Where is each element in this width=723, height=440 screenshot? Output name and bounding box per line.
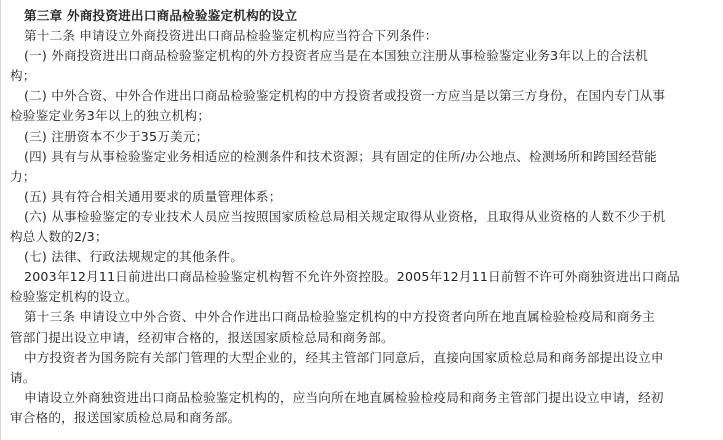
clause-2-line-1: (二) 中外合资、中外合作进出口商品检验鉴定机构的中方投资者或投资一方应当是以第三方身份，在国内专门从事 — [24, 88, 666, 104]
article-13-line-2: 管部门提出设立申请，经初审合格的，报送国家质检总局和商务部。 — [10, 329, 394, 345]
clause-2-line-2: 检验鉴定业务3年以上的独立机构； — [10, 108, 211, 124]
article-12-intro: 第十二条 申请设立外商投资进出口商品检验鉴定机构应当符合下列条件： — [24, 28, 438, 44]
clause-3: (三) 注册资本不少于35万美元； — [24, 128, 209, 144]
article-13-line-1: 第十三条 申请设立中外合资、中外合作进出口商品检验鉴定机构的中方投资者向所在地直属检验检疫局和商务主 — [24, 309, 656, 325]
clause-1-line-1: (一) 外商投资进出口商品检验鉴定机构的外方投资者应当是在本国独立注册从事检验鉴定业务3年以上的合法机 — [24, 48, 648, 64]
foreign-holding-note-line-2: 检验鉴定机构的设立。 — [10, 289, 138, 305]
clause-7: (七) 法律、行政法规规定的其他条件。 — [24, 249, 244, 265]
wholly-foreign-para-line-2: 审合格的，报送国家质检总局和商务部。 — [10, 409, 241, 425]
chinese-investor-para-line-1: 中方投资者为国务院有关部门管理的大型企业的，经其主管部门同意后，直接向国家质检总局和商务部提出设立申 — [24, 349, 664, 365]
clause-6-line-1: (六) 从事检验鉴定的专业技术人员应当按照国家质检总局相关规定取得从业资格，且取得从业资格的人数不少于机 — [24, 208, 666, 224]
wholly-foreign-para-line-1: 申请设立外商独资进出口商品检验鉴定机构的，应当向所在地直属检验检疫局和商务主管部门提出设立申请，经初 — [24, 389, 664, 405]
clause-6-line-2: 构总人数的2/3； — [10, 229, 108, 245]
clause-4-line-2: 力； — [10, 168, 36, 184]
clause-4-line-1: (四) 具有与从事检验鉴定业务相适应的检测条件和技术资源；具有固定的住所/办公地点、检测场所和跨国经营能 — [24, 148, 657, 164]
foreign-holding-note-line-1: 2003年12月11日前进出口商品检验鉴定机构暂不允许外资控股。2005年12月11日前暂不许可外商独资进出口商品 — [24, 269, 680, 285]
clause-1-line-2: 构； — [10, 68, 36, 84]
clause-5: (五) 具有符合相关通用要求的质量管理体系； — [24, 188, 282, 204]
chapter-heading: 第三章 外商投资进出口商品检验鉴定机构的设立 — [24, 8, 298, 23]
chinese-investor-para-line-2: 请。 — [10, 369, 36, 385]
